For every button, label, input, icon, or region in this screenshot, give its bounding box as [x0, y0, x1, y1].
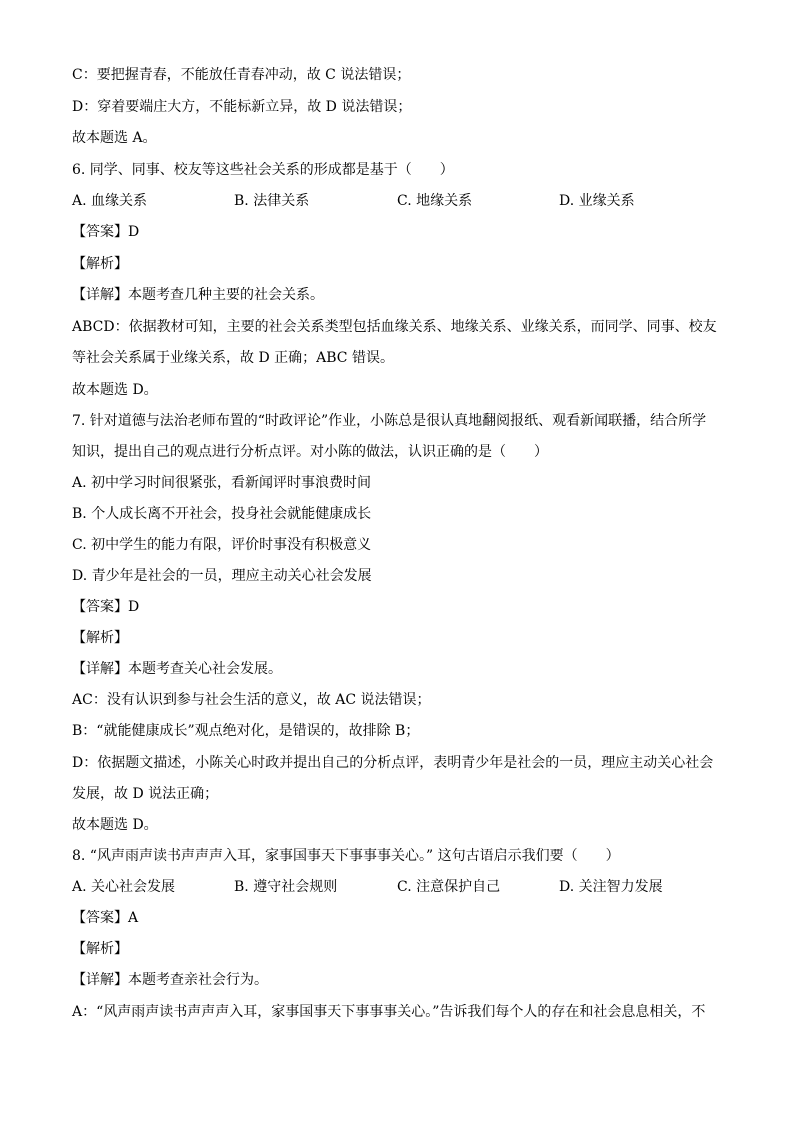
option-b: B. 遵守社会规则 [234, 879, 338, 895]
text-line: AC：没有认识到参与社会生活的意义，故 AC 说法错误； [72, 692, 431, 708]
text-line: 发展，故 D 说法正确； [72, 786, 219, 802]
question-8-options [72, 877, 722, 897]
detail-text: 【详解】本题考查几种主要的社会关系。 [72, 287, 324, 303]
text-line: 等社会关系属于业缘关系，故 D 正确；ABC 错误。 [72, 350, 394, 366]
analysis-label: 【解析】 [72, 256, 128, 272]
option-b: B. 法律关系 [234, 193, 310, 209]
option-a: A. 关心社会发展 [72, 879, 176, 895]
option-c: C. 初中学生的能力有限，评价时事没有积极意义 [72, 537, 372, 553]
option-b: B. 个人成长离不开社会，投身社会就能健康成长 [72, 506, 372, 522]
text-line: D：依据题文描述，小陈关心时政并提出自己的分析点评，表明青少年是社会的一员，理应主动关心社会 [72, 755, 714, 771]
option-d: D. 业缘关系 [559, 193, 635, 209]
question-7-cont: 知识，提出自己的观点进行分析点评。对小陈的做法，认识正确的是（ ） [72, 444, 548, 460]
question-8: 8. “风声雨声读书声声声入耳，家事国事天下事事事关心。” 这句古语启示我们要（ ） [72, 848, 620, 864]
option-a: A. 初中学习时间很紧张，看新闻评时事浪费时间 [72, 475, 372, 491]
answer-label: 【答案】A [72, 910, 139, 926]
text-line: D：穿着要端庄大方，不能标新立异，故 D 说法错误； [72, 99, 412, 115]
question-6-options [72, 191, 722, 211]
text-line: C：要把握青春，不能放任青春冲动，故 C 说法错误； [72, 67, 411, 83]
option-c: C. 地缘关系 [397, 193, 473, 209]
text-line: A：“风声雨声读书声声声入耳，家事国事天下事事事关心。”告诉我们每个人的存在和社会息息相关，不 [72, 1004, 706, 1020]
analysis-label: 【解析】 [72, 941, 128, 957]
option-a: A. 血缘关系 [72, 193, 148, 209]
text-line: ABCD：依据教材可知，主要的社会关系类型包括血缘关系、地缘关系、业缘关系，而同学、同事、校友 [72, 319, 717, 335]
text-line: 故本题选 D。 [72, 817, 158, 833]
answer-label: 【答案】D [72, 224, 140, 240]
option-c: C. 注意保护自己 [397, 879, 501, 895]
detail-text: 【详解】本题考查亲社会行为。 [72, 972, 268, 988]
question-6: 6. 同学、同事、校友等这些社会关系的形成都是基于（ ） [72, 162, 454, 178]
detail-text: 【详解】本题考查关心社会发展。 [72, 661, 282, 677]
question-7: 7. 针对道德与法治老师布置的“时政评论”作业，小陈总是很认真地翻阅报纸、观看新闻联播，结合所学 [72, 413, 707, 429]
text-line: 故本题选 D。 [72, 382, 158, 398]
analysis-label: 【解析】 [72, 630, 128, 646]
option-d: D. 关注智力发展 [559, 879, 663, 895]
option-d: D. 青少年是社会的一员，理应主动关心社会发展 [72, 568, 372, 584]
text-line: 故本题选 A。 [72, 130, 157, 146]
text-line: B：“就能健康成长”观点绝对化，是错误的，故排除 B； [72, 723, 420, 739]
answer-label: 【答案】D [72, 599, 140, 615]
